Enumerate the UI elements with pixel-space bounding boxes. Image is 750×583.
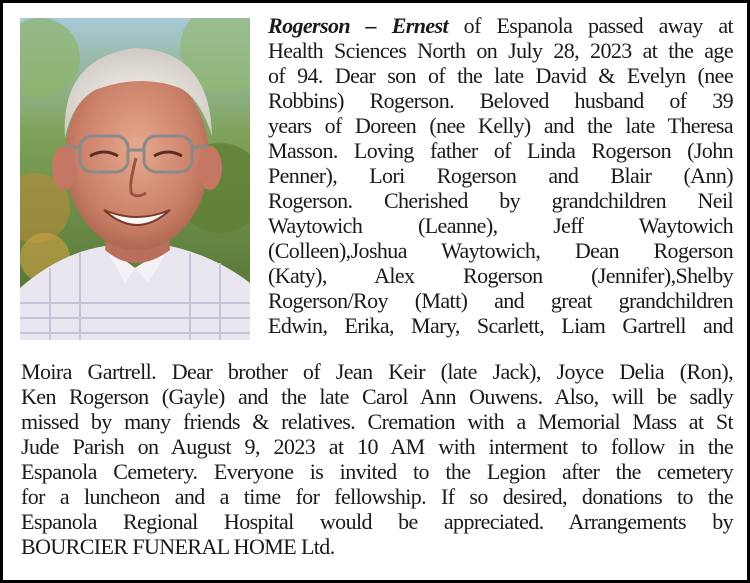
obituary-line: Health Sciences North on July 28, 2023 at the age <box>268 38 733 63</box>
obituary-line: of 94. Dear son of the late David & Evelyn (nee <box>268 63 733 88</box>
obituary-line: Penner), Lori Rogerson and Blair (Ann) <box>268 163 733 188</box>
obituary-line: missed by many friends & relatives. Cremation with a Memorial Mass at St <box>21 409 733 434</box>
obituary-line: Rogerson. Cherished by grandchildren Neil <box>268 188 733 213</box>
obituary-line: (Colleen),Joshua Waytowich, Dean Rogerson <box>268 238 733 263</box>
obituary-line: Masson. Loving father of Linda Rogerson (John <box>268 138 733 163</box>
obituary-line: Moira Gartrell. Dear brother of Jean Keir (late Jack), Joyce Delia (Ron), <box>21 359 733 384</box>
obituary-line: Espanola Regional Hospital would be appreciated. Arrangements by <box>21 509 733 534</box>
obituary-line: Espanola Cemetery. Everyone is invited to the Legion after the cemetery <box>21 459 733 484</box>
obituary-line: years of Doreen (nee Kelly) and the late Theresa <box>268 113 733 138</box>
portrait-photo <box>20 18 250 340</box>
obituary-line: for a luncheon and a time for fellowship. If so desired, donations to the <box>21 484 733 509</box>
obituary-line: Robbins) Rogerson. Beloved husband of 39 <box>268 88 733 113</box>
obituary-line: Jude Parish on August 9, 2023 at 10 AM with interment to follow in the <box>21 434 733 459</box>
obituary-line-1 <box>268 13 733 38</box>
obituary-line: Ken Rogerson (Gayle) and the late Carol Ann Ouwens. Also, will be sadly <box>21 384 733 409</box>
obituary-line: Edwin, Erika, Mary, Scarlett, Liam Gartrell and <box>268 313 733 338</box>
obituary-line: (Katy), Alex Rogerson (Jennifer),Shelby <box>268 263 733 288</box>
obituary-line-last: BOURCIER FUNERAL HOME Ltd. <box>21 534 335 559</box>
obituary-line: Waytowich (Leanne), Jeff Waytowich <box>268 213 733 238</box>
deceased-name: Rogerson – Ernest <box>268 13 449 38</box>
obituary-line: Rogerson/Roy (Matt) and great grandchildren <box>268 288 733 313</box>
first-line-rest: of Espanola passed away at <box>448 13 733 38</box>
